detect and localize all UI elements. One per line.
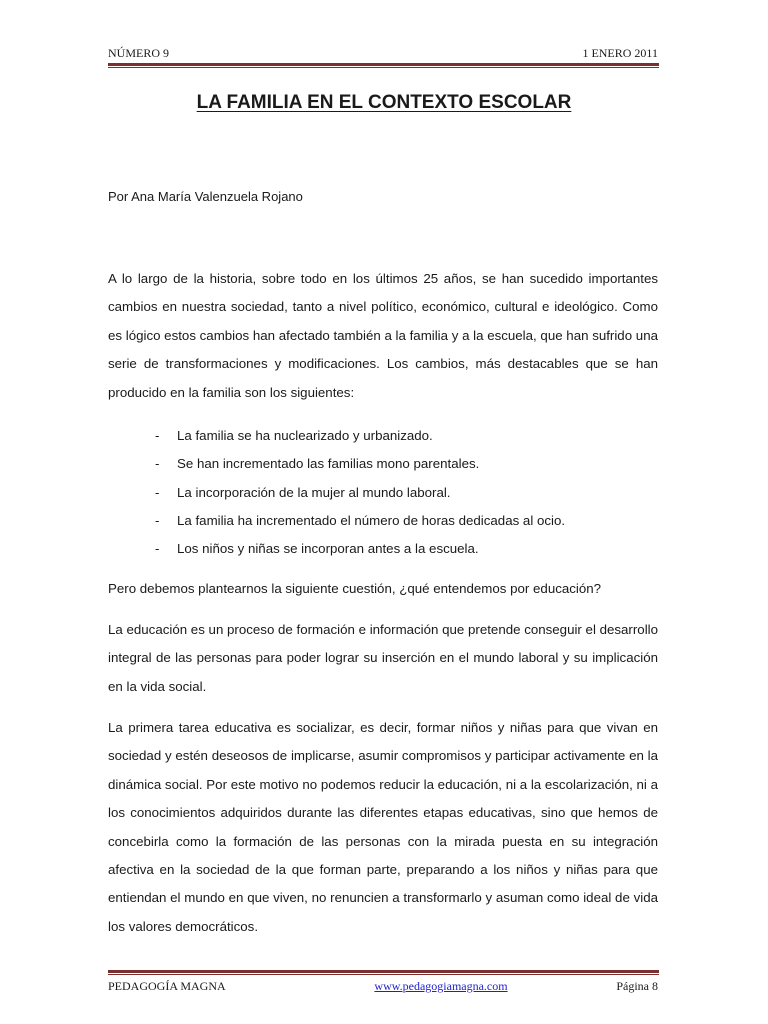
list-item: - La incorporación de la mujer al mundo laboral.	[155, 484, 451, 500]
definition-paragraph: La educación es un proceso de formación e información que pretende conseguir el desarrollo integral de las personas para poder lograr su inserción en el mundo laboral y su implicación en la vida social.	[108, 622, 658, 694]
intro-paragraph: A lo largo de la historia, sobre todo en los últimos 25 años, se han sucedido importantes cambios en nuestra sociedad, tanto a nivel político, económico, cultural e ideológico. Como es lógico estos cambios han afectado también a la familia y a la escuela, que han sufrido una serie de transformaciones y modificaciones. Los cambios, más destacables que se han producido en la familia son los siguientes:	[108, 271, 658, 400]
task-paragraph: La primera tarea educativa es socializar, es decir, formar niños y niñas para que vivan en sociedad y estén deseosos de implicarse, asumir compromisos y participar activamente en la dinámica social. Por este motivo no podemos reducir la educación, ni a la escolarización, ni a los conocimientos adquiridos durante las diferentes etapas educativas, sino que hemos de concebirla como la formación de las personas con la mirada puesta en su integración afectiva en la sociedad de la que forman parte, preparando a los niños y niñas para que entiendan el mundo en que viven, no renuncien a transformarlo y asuman como ideal de vida los valores democráticos.	[108, 720, 658, 934]
article-title: LA FAMILIA EN EL CONTEXTO ESCOLAR	[196, 92, 572, 113]
page-footer	[108, 979, 658, 994]
issue-date: 1 ENERO 2011	[582, 46, 658, 60]
issue-number: NÚMERO 9	[108, 46, 170, 60]
footer-rule	[108, 970, 659, 975]
list-item: - La familia ha incrementado el número de horas dedicadas al ocio.	[155, 512, 566, 528]
website-link[interactable]: www.pedagogiamagna.com	[374, 979, 508, 993]
author-line: Por Ana María Valenzuela Rojano	[108, 189, 303, 204]
changes-list	[155, 422, 565, 563]
list-item: - Se han incrementado las familias mono parentales.	[155, 456, 480, 472]
list-item: - Los niños y niñas se incorporan antes a la escuela.	[155, 541, 479, 557]
list-item: - La familia se ha nuclearizado y urbanizado.	[155, 428, 433, 443]
header-rule	[108, 63, 659, 68]
magazine-name: PEDAGOGÍA MAGNA	[108, 979, 226, 993]
question-paragraph: Pero debemos plantearnos la siguiente cuestión, ¿qué entendemos por educación?	[108, 581, 602, 596]
page-header	[108, 46, 658, 61]
page-number: Página 8	[616, 979, 658, 993]
